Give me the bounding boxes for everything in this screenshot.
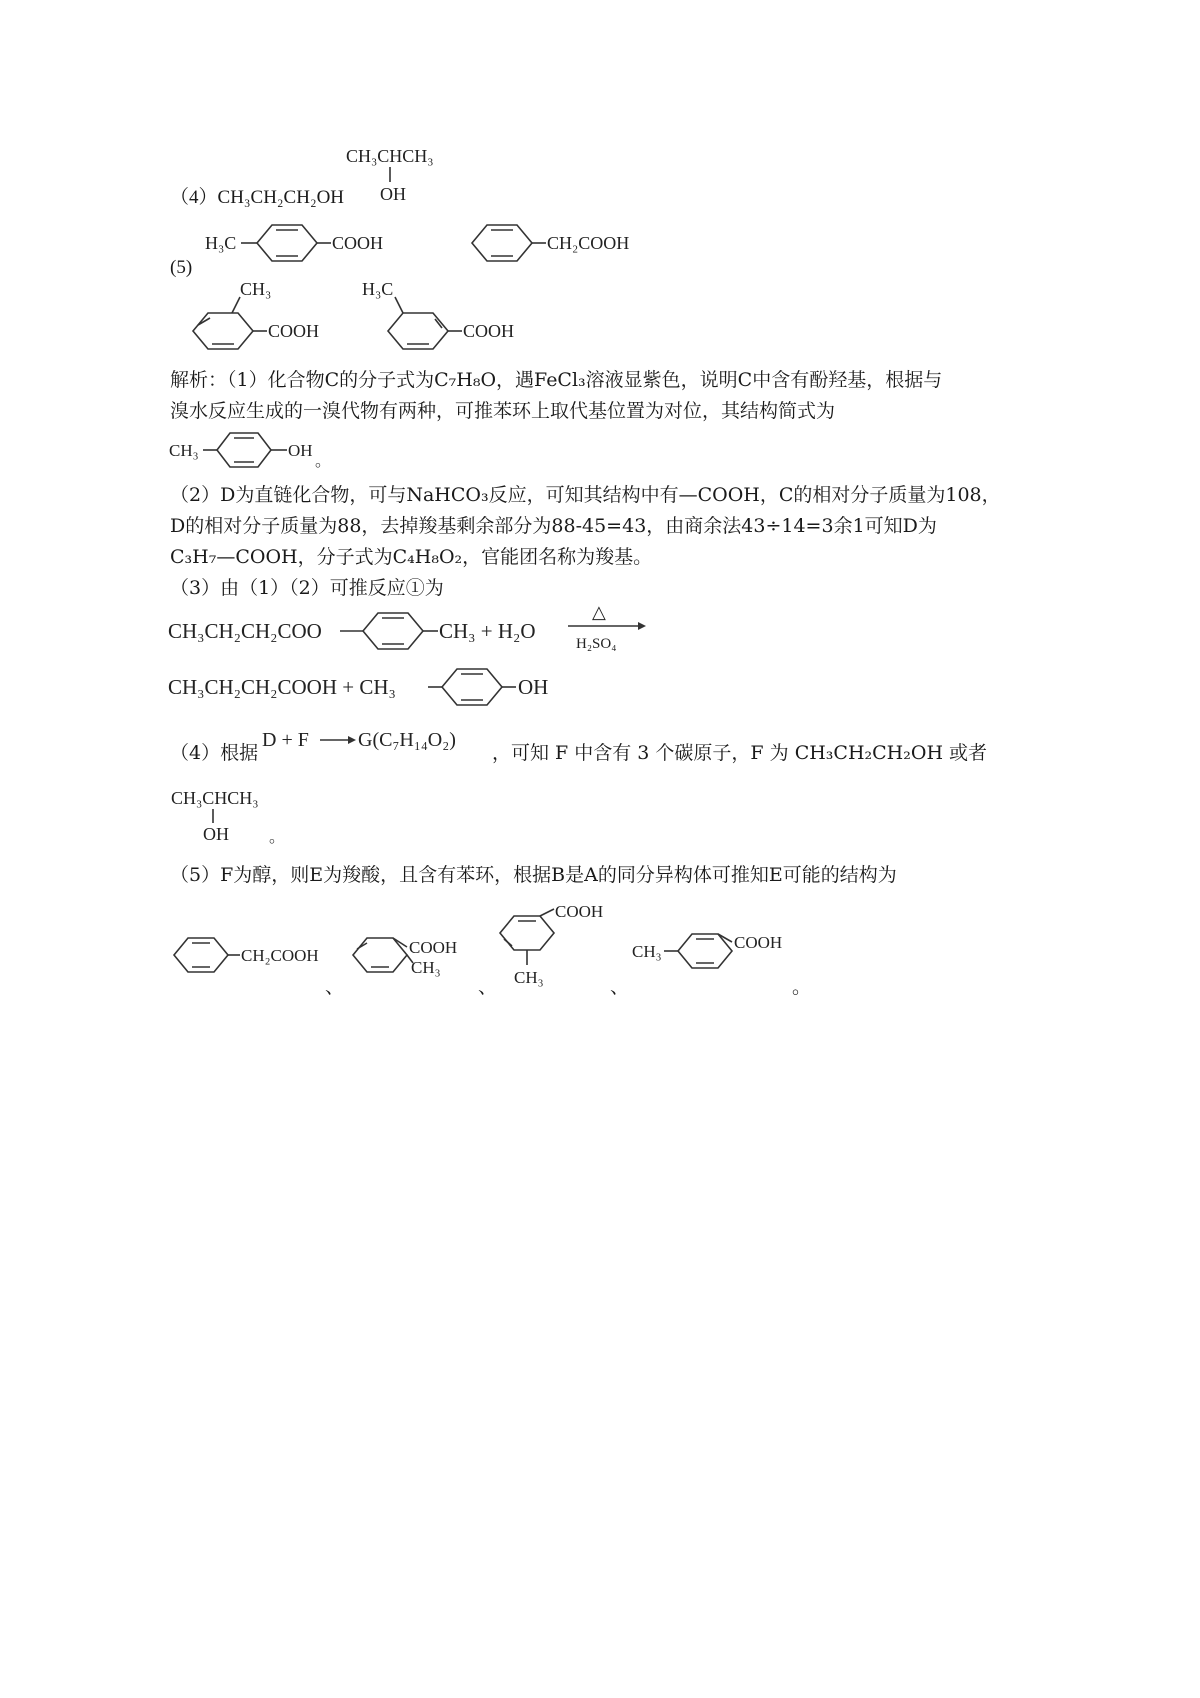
analysis-p5-period: 。 — [792, 976, 812, 998]
svg-text:CH₃ + H₂O: CH₃ + H₂O — [439, 619, 536, 643]
analysis-p5-structure-3 — [492, 895, 622, 995]
analysis-p1-line1: 解析：（1）化合物C的分子式为C₇H₈O，遇FeCl₃溶液显紫色，说明C中含有酚羟基，根据与 — [170, 369, 943, 391]
svg-text:COOH: COOH — [463, 321, 515, 341]
svg-text:OH: OH — [288, 441, 313, 460]
svg-text:。: 。 — [315, 453, 332, 470]
analysis-p3-equation-1 — [168, 598, 648, 658]
answer-5-structure-para-methylbenzoic — [205, 220, 405, 270]
analysis-p5-separator-2: 、 — [478, 976, 498, 998]
svg-text:OH: OH — [518, 675, 549, 699]
analysis-p5-separator-3: 、 — [610, 976, 630, 998]
svg-text:。: 。 — [269, 829, 286, 846]
answer-5-label: (5) — [170, 257, 193, 278]
analysis-p5-structure-1 — [170, 930, 340, 990]
answer-5-structure-phenylacetic — [470, 220, 710, 270]
svg-text:COOH: COOH — [734, 933, 783, 952]
svg-text:H₃C: H₃C — [205, 233, 237, 253]
svg-text:COOH: COOH — [409, 938, 458, 957]
answer-5-structure-ortho-methylbenzoic — [185, 275, 365, 360]
svg-text:△: △ — [592, 602, 606, 622]
analysis-p2-line1: （2）D为直链化合物，可与NaHCO₃反应，可知其结构中有—COOH，C的相对分子质量为108， — [170, 484, 1001, 506]
analysis-p4-isopropanol-structure — [165, 782, 315, 847]
analysis-p5-structure-4 — [630, 920, 810, 980]
analysis-p4-suffix: ，可知 F 中含有 3 个碳原子，F 为 CH₃CH₂CH₂OH 或者 — [492, 742, 988, 764]
svg-text:D + F: D + F — [262, 729, 309, 751]
isopropanol-top-text: CH₃CHCH₃ — [346, 146, 434, 166]
svg-text:CH₃: CH₃ — [411, 958, 441, 977]
svg-text:CH₃CHCH₃: CH₃CHCH₃ — [171, 788, 259, 808]
analysis-p1-line2: 溴水反应生成的一溴代物有两种，可推苯环上取代基位置为对位，其结构简式为 — [170, 400, 836, 422]
svg-text:COOH: COOH — [332, 233, 384, 253]
svg-text:CH₂COOH: CH₂COOH — [241, 946, 319, 965]
analysis-p1-para-cresol-structure — [165, 428, 345, 473]
svg-text:CH₃: CH₃ — [514, 968, 544, 987]
analysis-p3-equation-2 — [168, 660, 588, 715]
svg-text:CH₃: CH₃ — [240, 279, 272, 299]
svg-text:COOH: COOH — [555, 902, 604, 921]
answer-4-label: （4）CH₃CH₂CH₂OH — [170, 187, 345, 208]
analysis-p2-line2: D的相对分子质量为88，去掉羧基剩余部分为88-45=43，由商余法43÷14=3余1可知D为 — [170, 515, 937, 537]
svg-text:OH: OH — [203, 824, 229, 844]
svg-text:CH₂COOH: CH₂COOH — [547, 233, 630, 253]
answer-4-isopropanol-structure — [340, 140, 460, 210]
svg-text:CH₃: CH₃ — [632, 942, 662, 961]
analysis-p4-equation — [258, 722, 498, 762]
svg-text:H₂SO₄: H₂SO₄ — [576, 636, 617, 652]
analysis-p4-prefix: （4）根据 — [170, 742, 259, 764]
isopropanol-oh-text: OH — [380, 184, 406, 204]
svg-text:H₃C: H₃C — [362, 279, 394, 299]
svg-text:COOH: COOH — [268, 321, 320, 341]
analysis-p5-structure-2 — [345, 925, 485, 985]
svg-text:G(C₇H₁₄O₂): G(C₇H₁₄O₂) — [358, 729, 456, 751]
analysis-p3-line1: （3）由（1）（2）可推反应①为 — [170, 577, 444, 599]
analysis-p5-line1: （5）F为醇，则E为羧酸，且含有苯环，根据B是A的同分异构体可推知E可能的结构为 — [170, 864, 897, 886]
svg-text:CH₃: CH₃ — [169, 441, 199, 460]
svg-text:CH₃CH₂CH₂COO: CH₃CH₂CH₂COO — [168, 619, 322, 643]
answer-4-formula-1: CH₃CH₂CH₂OH — [217, 187, 345, 208]
svg-text:CH₃CH₂CH₂COOH + CH₃: CH₃CH₂CH₂COOH + CH₃ — [168, 675, 396, 699]
analysis-p5-separator-1: 、 — [325, 976, 345, 998]
analysis-p2-line3: C₃H₇—COOH，分子式为C₄H₈O₂，官能团名称为羧基。 — [170, 546, 653, 568]
answer-5-structure-meta-methylbenzoic — [360, 275, 550, 360]
